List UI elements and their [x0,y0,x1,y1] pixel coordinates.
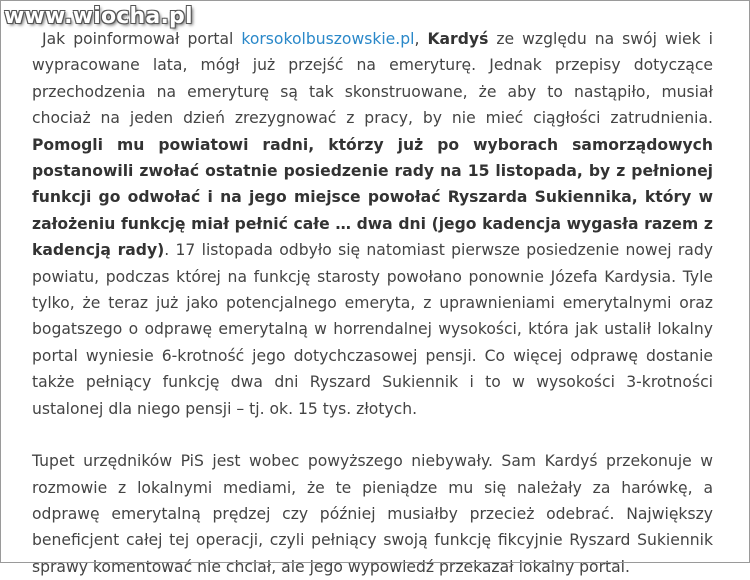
article-paragraph: Tupet urzędników PiS jest wobec powyższego niebywały. Sam Kardyś przekonuje w rozmowie z lokalnymi mediami, że te pieniądze mu się należały za harówkę, a odprawę emerytalną prędzej czy później musiałby przecież odebrać. Największy beneficjent całej tej operacji, czyli pełniący swoją funkcję fikcyjnie Ryszard Sukiennik sprawy komentować nie chciał, ale jego wypowiedź przekazał lokalny portal. [32,452,713,576]
text-run: ze względu na swój wiek i wypracowane lata, mógł już przejść na emeryturę. Jednak przepisy dotyczące przechodzenia na emeryturę są tak skonstruowane, że aby to nastąpiło, musiał chociaż na jeden dzień zrezygnować z pracy, by nie mieć ciągłości zatrudnienia. [32,30,713,128]
watermark-logo: www.wiocha.pl [4,4,193,29]
text-run: . 17 listopada odbyło się natomiast pierwsze posiedzenie nowej rady powiatu, podczas której na funkcję starosty powołano ponownie Józefa Kardysia. Tyle tylko, że teraz już jako potencjalnego emeryta, z uprawnieniami emerytalnymi oraz bogatszego o odprawę emerytalną w horrendalnej wysokości, która jak ustalił lokalny portal wyniesie 6-krotność jego dotychczasowej pensji. Co więcej odprawę dostanie także pełniący funkcję dwa dni Ryszard Sukiennik i to w wysokości 3-krotności ustalonej dla niego pensji – tj. ok. 15 tys. złotych. [32,241,713,418]
text-run: , [414,30,428,48]
text-run: Jak poinformował portal [42,30,242,48]
bold-highlight: Pomogli mu powiatowi radni, którzy już po wyborach samorządowych postanowili zwołać ostatnie posiedzenie rady na 15 listopada, by z pełnionej funkcji go odwołać i na jego miejsce powołać Ryszarda Sukiennika, który w założeniu funkcję miał pełnić całe … dwa dni (jego kadencja wygasła razem z kadencją rady) [32,135,713,260]
bold-name: Kardyś [427,30,489,48]
article-body [32,26,713,580]
article-paragraph [32,26,713,422]
source-link[interactable]: korsokolbuszowskie.pl [241,30,415,48]
